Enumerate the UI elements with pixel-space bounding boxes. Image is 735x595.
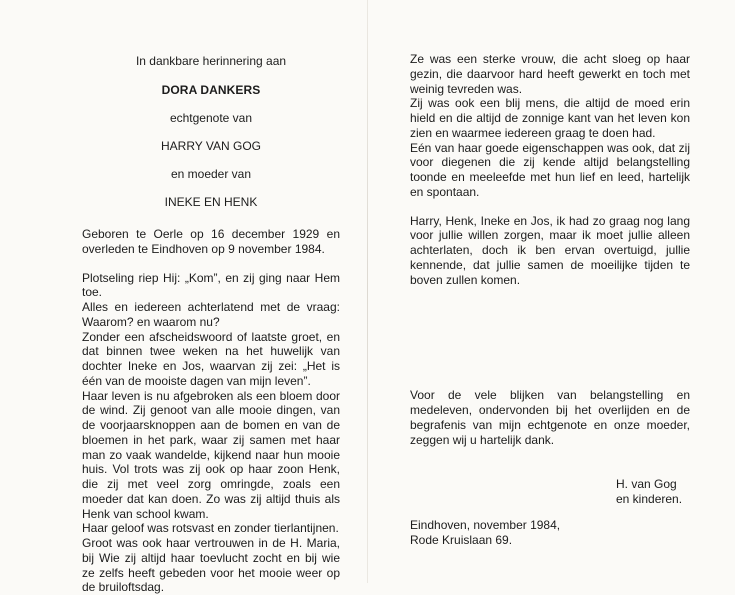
body-paragraph: Eén van haar goede eigenschappen was ook, dat zij voor diegenen die zij kende altijd belangstelling toonde en meeleefde met hun lief en leed, hartelijk en spontaan. [410, 141, 690, 200]
body-paragraph: Zonder een afscheidswoord of laatste groet, en dat binnen twee weken na het huwelijk van dochter Ineke en Jos, waarvan zij zei: „Het is één van de mooiste dagen van mijn leven”. [82, 330, 340, 389]
body-paragraph: Ze was een sterke vrouw, die acht sloeg op haar gezin, die daarvoor hard heeft gewerkt en toch met weinig tevreden was. [410, 52, 690, 96]
children-names: INEKE EN HENK [82, 195, 340, 209]
left-page [82, 52, 340, 595]
header-intro: In dankbare herinnering aan [82, 54, 340, 68]
body-paragraph: Plotseling riep Hij: „Kom”, en zij ging naar Hem toe. [82, 271, 340, 301]
born-died-text: Geboren te Oerle op 16 december 1929 en overleden te Eindhoven op 9 november 1984. [82, 227, 340, 257]
body-paragraph: Zij was ook een blij mens, die altijd de moed erin hield en die altijd de zonnige kant van het leven kon zien en waarmee iedereen graag te doen had. [410, 96, 690, 140]
closing-address [410, 518, 560, 548]
left-body [82, 271, 340, 595]
body-paragraph: Groot was ook haar vertrouwen in de H. Maria, bij Wie zij altijd haar toevlucht zocht en bij wie ze zelfs heeft gebeden voor het mooie weer op de bruiloftsdag. [82, 536, 340, 595]
farewell-paragraph: Harry, Henk, Ineke en Jos, ik had zo graag nog lang voor jullie willen zorgen, maar ik moet jullie alleen achterlaten, doch ik ben ervan overtuigd, jullie kennende, dat jullie samen de moeilijke tijden te boven zullen komen. [410, 214, 690, 288]
deceased-name: DORA DANKERS [82, 83, 340, 97]
thanks-paragraph: Voor de vele blijken van belangstelling en medeleven, ondervonden bij het overlijden en de begrafenis van mijn echtgenote en onze moeder, zeggen wij u hartelijk dank. [410, 388, 690, 447]
relation-children: en moeder van [82, 167, 340, 181]
body-paragraph: Alles en iedereen achterlatend met de vraag: Waarom? en waarom nu? [82, 300, 340, 330]
relation-spouse: echtgenote van [82, 111, 340, 125]
spouse-name: HARRY VAN GOG [82, 139, 340, 153]
right-page [410, 52, 690, 447]
signature-line: H. van Gog [616, 477, 682, 492]
signature [616, 477, 682, 507]
address: Rode Kruislaan 69. [410, 533, 560, 548]
body-paragraph: Haar leven is nu afgebroken als een bloem door de wind. Zij genoot van alle mooie dingen, van de voorjaarsknoppen aan de bomen en van de bloemen in het park, waar zij samen met haar man zo vaak wandelde, kijkend naar hun mooie huis. Vol trots was zij ook op haar zoon Henk, die zij met veel zorg omringde, zoals een moeder dat kan doen. Zo was zij altijd thuis als Henk van school kwam. [82, 389, 340, 522]
page-fold [367, 0, 368, 583]
body-paragraph: Haar geloof was rotsvast en zonder tierlantijnen. [82, 521, 340, 536]
signature-line: en kinderen. [616, 492, 682, 507]
place-date: Eindhoven, november 1984, [410, 518, 560, 533]
